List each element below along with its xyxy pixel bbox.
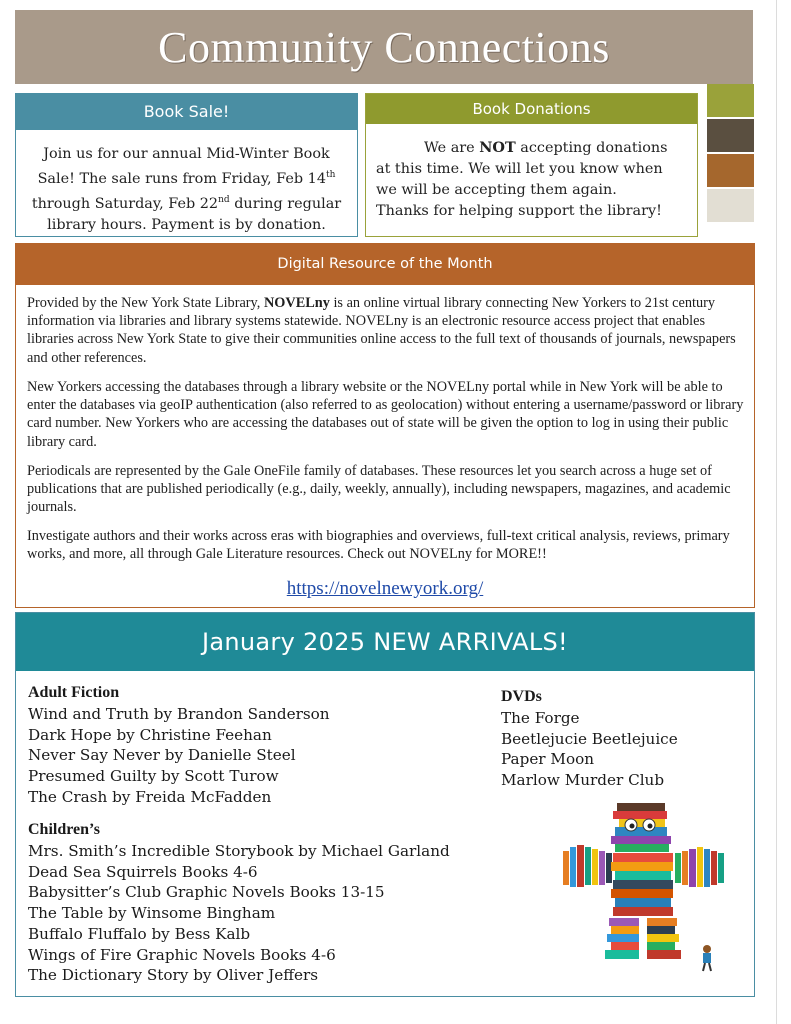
- book-donations-text: [376, 137, 689, 222]
- list-item: The Crash by Freida McFadden: [28, 787, 272, 806]
- page-title: Community Connections: [158, 23, 610, 72]
- list-item: Marlow Murder Club: [501, 771, 665, 790]
- list-item: Dark Hope by Christine Feehan: [28, 725, 272, 744]
- dvds-list: [501, 708, 678, 791]
- list-item: Paper Moon: [501, 750, 595, 769]
- new-arrivals-heading: January 2025 NEW ARRIVALS!: [16, 613, 754, 671]
- list-item: The Dictionary Story by Oliver Jeffers: [28, 966, 319, 985]
- book-sale-line: Join us for our annual Mid-Winter Book: [43, 146, 330, 162]
- donations-emphasis: NOT: [479, 139, 516, 156]
- book-stack-figure-illustration: [561, 801, 731, 976]
- digital-paragraph-2: New Yorkers accessing the databases through a library website or the NOVELny portal while in New York will be able to enter the databases via geoIP authentication (also referred to as geolocation) without entering a username/password or library card number. New Yorkers who are accessing the databases out of state will be given the option to log in using their public library card.: [27, 379, 744, 450]
- list-item: Never Say Never by Danielle Steel: [28, 746, 296, 765]
- book-sale-text: [24, 144, 349, 236]
- page-edge-line: [776, 0, 777, 1024]
- list-item: Babysitter’s Club Graphic Novels Books 13-15: [28, 883, 385, 902]
- book-sale-line: Sale! The sale runs from Friday, Feb 14: [37, 170, 326, 187]
- swatch-olive: [707, 84, 754, 117]
- book-sale-line: through Saturday, Feb 22: [31, 195, 219, 212]
- donations-line-2: at this time. We will let you know when: [376, 161, 663, 177]
- childrens-list: [28, 841, 450, 986]
- digital-paragraph-4: Investigate authors and their works across eras with biographies and overviews, full-text critical analysis, reviews, primary works, and more, all through Gale Literature resources. Check out NOVELny for MORE!!: [27, 528, 730, 563]
- digital-resource-heading: Digital Resource of the Month: [16, 244, 754, 285]
- donations-text: accepting donations: [515, 140, 668, 156]
- novelny-link[interactable]: https://novelnewyork.org/: [286, 578, 484, 599]
- donations-line-3: we will be accepting them again.: [376, 182, 617, 198]
- list-item: Mrs. Smith’s Incredible Storybook by Michael Garland: [28, 842, 450, 860]
- book-donations-heading: Book Donations: [366, 94, 697, 124]
- donations-line-4: Thanks for helping support the library!: [376, 203, 662, 219]
- book-sale-line: library hours. Payment is by donation.: [47, 216, 326, 233]
- book-sale-line-end: during regular: [229, 195, 342, 212]
- dvds-heading: DVDs: [501, 688, 542, 705]
- swatch-dark-brown: [707, 119, 754, 152]
- list-item: Beetlejucie Beetlejuice: [501, 729, 678, 748]
- swatch-copper: [707, 154, 754, 187]
- digital-paragraph-1: [27, 294, 744, 367]
- digital-paragraph-3: Periodicals are represented by the Gale OneFile family of databases. These resources let you search across a huge set of publications that are published periodically (e.g., daily, weekly, annually), including newspapers, magazines, and academic journals.: [27, 463, 731, 516]
- list-item: Wind and Truth by Brandon Sanderson: [28, 705, 330, 723]
- superscript: nd: [218, 194, 230, 205]
- superscript: th: [326, 170, 336, 180]
- new-arrivals-box: [15, 612, 755, 997]
- book-donations-box: [365, 93, 698, 237]
- digital-resource-box: [15, 243, 755, 608]
- novelny-bold: NOVELny: [263, 295, 330, 311]
- digital-text: Provided by the New York State Library,: [27, 295, 264, 311]
- book-sale-box: [15, 93, 358, 237]
- swatch-beige: [707, 189, 754, 222]
- digital-text: is an online virtual library connecting New Yorkers to 21st century information via libraries and library systems statewide. NOVELny is an electronic resource access project that enables libraries across New York State to give their communities online access to the full text of thousands of journals, newspapers and other references.: [27, 295, 736, 366]
- adult-fiction-list: [28, 704, 330, 808]
- list-item: The Forge: [501, 709, 580, 727]
- childrens-heading: Children’s: [28, 821, 101, 838]
- list-item: Dead Sea Squirrels Books 4-6: [28, 862, 258, 881]
- book-sale-heading: Book Sale!: [16, 94, 357, 130]
- donations-text: We are: [424, 140, 480, 156]
- adult-fiction-heading: Adult Fiction: [28, 684, 120, 701]
- list-item: Presumed Guilty by Scott Turow: [28, 767, 279, 786]
- list-item: Wings of Fire Graphic Novels Books 4-6: [28, 945, 336, 964]
- list-item: The Table by Winsome Bingham: [28, 904, 276, 923]
- donations-line-1: [376, 137, 689, 159]
- list-item: Buffalo Fluffalo by Bess Kalb: [28, 924, 251, 943]
- title-banner: [15, 10, 753, 84]
